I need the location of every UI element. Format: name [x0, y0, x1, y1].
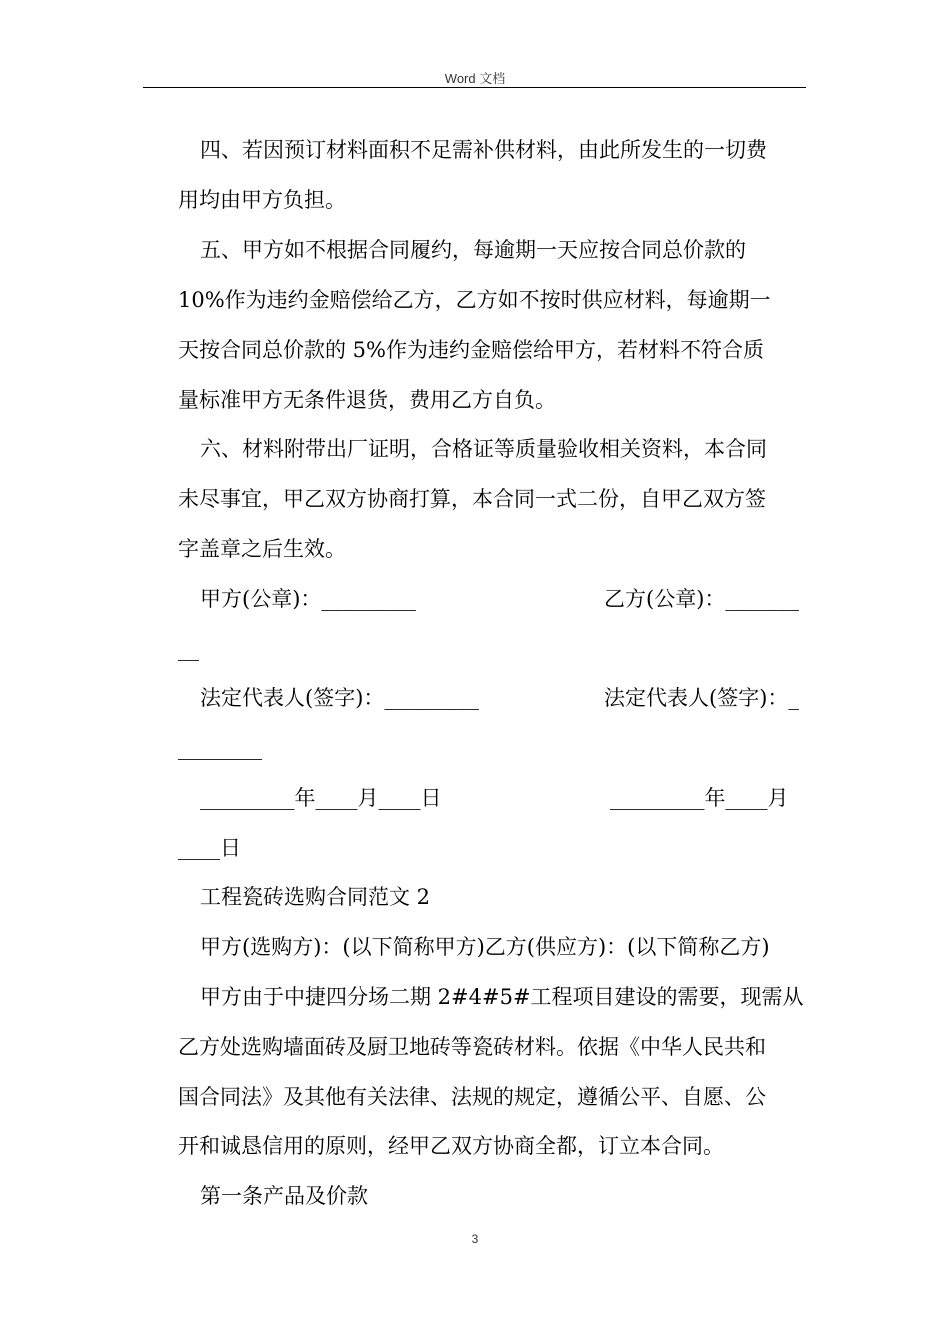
paragraph-line: 国合同法》及其他有关法律、法规的规定，遵循公平、自愿、公: [178, 1085, 766, 1109]
paragraph-line: 未尽事宜，甲乙双方协商打算，本合同一式二份，自甲乙双方签: [178, 487, 766, 511]
page-header: Word 文档: [444, 71, 506, 86]
paragraph-line: 乙方处选购墙面砖及厨卫地砖等瓷砖材料。依据《中华人民共和: [178, 1035, 766, 1059]
party-a-rep-signature-line: 法定代表人(签字)：_________: [200, 686, 479, 710]
paragraph-line: 10%作为违约金赔偿给乙方，乙方如不按时供应材料，每逾期一: [178, 288, 771, 312]
party-b-date-line: _________年____月: [610, 786, 789, 810]
party-b-date-line-cont: ____日: [178, 836, 241, 860]
paragraph-line: 量标准甲方无条件退货，费用乙方自负。: [178, 388, 556, 412]
paragraph-line: 天按合同总价款的 5%作为违约金赔偿给甲方，若材料不符合质: [178, 338, 764, 362]
party-b-seal-line: 乙方(公章)：_______: [604, 587, 799, 611]
section-title: 工程瓷砖选购合同范文 2: [200, 885, 431, 909]
paragraph-line: 字盖章之后生效。: [178, 537, 346, 561]
header-divider: [143, 87, 806, 88]
party-b-rep-signature-line-cont: ________: [178, 736, 262, 760]
page-number: 3: [471, 1232, 479, 1246]
parties-line: 甲方(选购方)：(以下简称甲方)乙方(供应方)：(以下简称乙方): [200, 935, 770, 959]
paragraph-line: 四、若因预订材料面积不足需补供材料，由此所发生的一切费: [200, 138, 767, 162]
paragraph-line: 甲方由于中捷四分场二期 2#4#5#工程项目建设的需要，现需从: [200, 985, 804, 1009]
paragraph-line: 六、材料附带出厂证明，合格证等质量验收相关资料，本合同: [200, 437, 767, 461]
paragraph-line: 开和诚恳信用的原则，经甲乙双方协商全都，订立本合同。: [178, 1134, 724, 1158]
paragraph-line: 用均由甲方负担。: [178, 188, 346, 212]
party-a-seal-line: 甲方(公章)：_________: [200, 587, 416, 611]
party-b-seal-line-cont: __: [178, 637, 199, 661]
party-b-rep-signature-line: 法定代表人(签字)：_: [604, 686, 799, 710]
article-heading: 第一条产品及价款: [200, 1184, 368, 1208]
party-a-date-line: _________年____月____日: [200, 786, 442, 810]
paragraph-line: 五、甲方如不根据合同履约，每逾期一天应按合同总价款的: [200, 238, 746, 262]
